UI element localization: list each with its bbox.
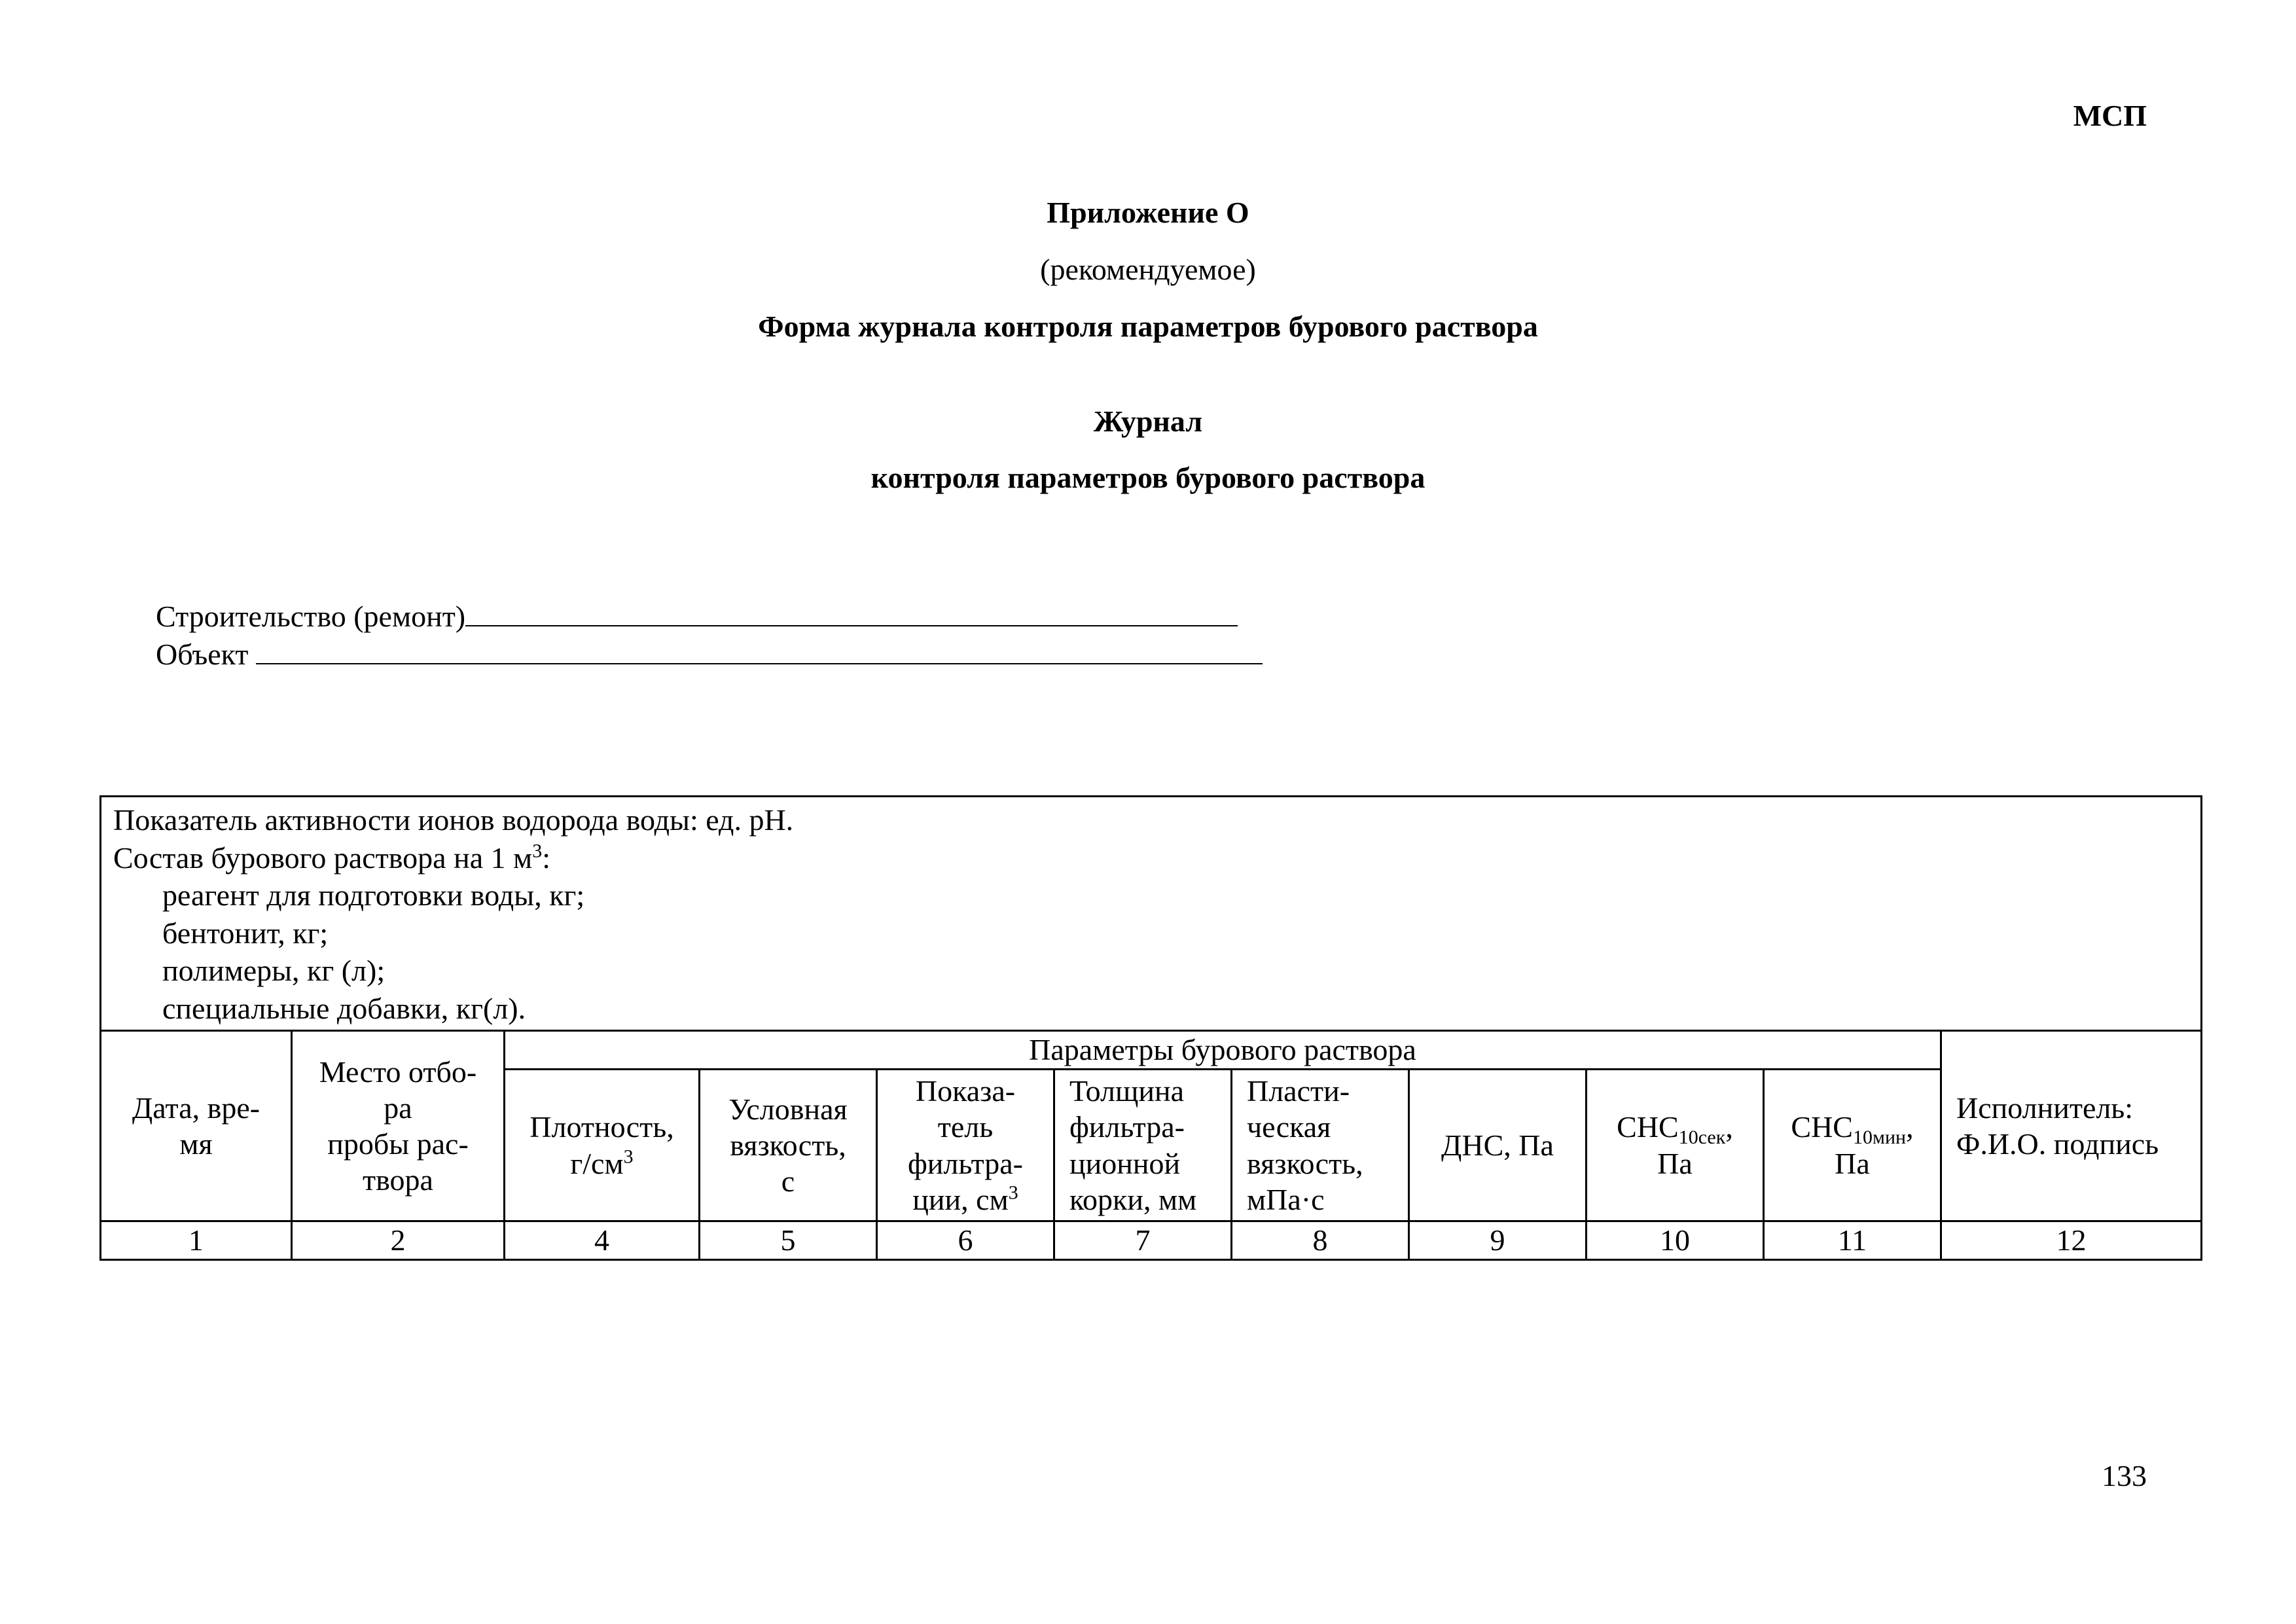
header-viscosity: Условная вязкость, с (700, 1070, 877, 1221)
journal-title: Журнал (1093, 405, 1203, 438)
form-title: Форма журнала контроля параметров бурового раствора (758, 310, 1538, 343)
header-sns-10min: $СНС_{10мин}$, Па (1764, 1070, 1941, 1221)
header-row-1 (101, 1031, 2202, 1070)
composition-line: Состав бурового раствора на 1 $м^3$: (113, 840, 551, 875)
document-code: МСП (2073, 99, 2147, 132)
column-number: 12 (1941, 1221, 2202, 1260)
header-dns: ДНС, Па (1409, 1070, 1587, 1221)
composition-item: бентонит, кг; (162, 916, 329, 950)
column-number: 9 (1409, 1221, 1587, 1260)
header-sampling-place: Место отбо- ра пробы рас- твора (292, 1031, 505, 1221)
construction-field (156, 599, 1238, 634)
composition-item: специальные добавки, кг(л). (162, 991, 526, 1025)
header-density: Плотность, $г/см^3$ (505, 1070, 700, 1221)
info-row (101, 797, 2202, 1031)
composition-item: полимеры, кг (л); (162, 954, 386, 987)
object-blank-line (256, 637, 1263, 664)
column-number: 1 (101, 1221, 292, 1260)
column-number: 10 (1587, 1221, 1764, 1260)
header-executor: Исполнитель: Ф.И.О. подпись (1941, 1031, 2202, 1221)
header-parameters-group: Параметры бурового раствора (505, 1031, 1941, 1070)
header-sns-10sec: $СНС_{10сек}$, Па (1587, 1070, 1764, 1221)
column-number: 2 (292, 1221, 505, 1260)
appendix-type: (рекомендуемое) (1040, 253, 1256, 286)
object-label: Объект (156, 638, 257, 671)
column-number: 5 (700, 1221, 877, 1260)
appendix-title: Приложение О (1047, 196, 1249, 229)
construction-blank-line (465, 599, 1238, 626)
journal-subtitle: контроля параметров бурового раствора (870, 461, 1426, 494)
construction-label: Строительство (ремонт) (156, 600, 466, 633)
composition-item: реагент для подготовки воды, кг; (162, 878, 585, 912)
column-number: 4 (505, 1221, 700, 1260)
object-field (156, 637, 1263, 672)
header-filtration: Показа- тель фильтра- ции, $см^3$ (877, 1070, 1054, 1221)
column-number: 8 (1232, 1221, 1409, 1260)
column-numbers-row (101, 1221, 2202, 1260)
composition-info-cell (101, 797, 2202, 1031)
column-number: 6 (877, 1221, 1054, 1260)
page-number: 133 (2102, 1459, 2147, 1492)
journal-table (99, 795, 2202, 1261)
column-number: 11 (1764, 1221, 1941, 1260)
header-cake-thickness: Толщина фильтра- ционной корки, мм (1054, 1070, 1232, 1221)
header-date: Дата, вре- мя (101, 1031, 292, 1221)
ph-line: Показатель активности ионов водорода воды: ед. рН. (113, 803, 794, 837)
header-plastic-viscosity: Пласти- ческая вязкость, мПа·с (1232, 1070, 1409, 1221)
column-number: 7 (1054, 1221, 1232, 1260)
